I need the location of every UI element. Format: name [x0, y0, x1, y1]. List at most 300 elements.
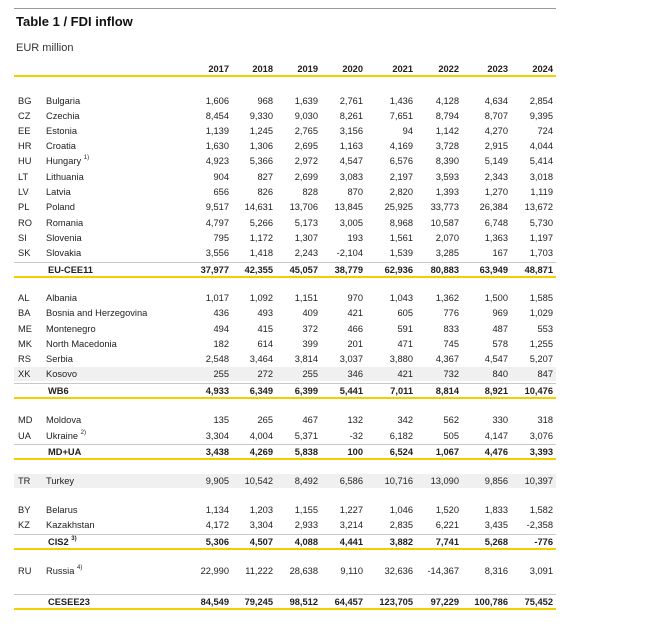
row-label-text: Romania	[46, 218, 84, 228]
cell-2020: 201	[347, 339, 363, 349]
cell-2020: 421	[347, 308, 363, 318]
cell-2019: 2,695	[294, 141, 318, 151]
cell-2018: 9,330	[249, 111, 273, 121]
cell-2020: 4,547	[339, 156, 363, 166]
cell-2024: 3,091	[529, 566, 553, 576]
footnote-marker: 4)	[77, 565, 83, 571]
cell-2018: 6,349	[249, 386, 273, 396]
cell-2019: 5,838	[294, 447, 318, 457]
row-label	[46, 352, 73, 366]
cell-2017: 135	[213, 415, 229, 425]
table-row	[14, 231, 556, 245]
table-row	[14, 246, 556, 260]
cell-2021: 25,925	[384, 202, 413, 212]
cell-2020: 64,457	[334, 597, 363, 607]
row-label-text: Slovenia	[46, 233, 82, 243]
table-title: Table 1 / FDI inflow	[16, 14, 133, 29]
cell-2023: 167	[492, 248, 508, 258]
table-row	[14, 564, 556, 578]
row-label	[46, 200, 75, 214]
cell-2020: 13,845	[334, 202, 363, 212]
cell-2022: 4,367	[435, 354, 459, 364]
cell-2018: 1,092	[249, 293, 273, 303]
table-row	[14, 503, 556, 517]
row-label	[46, 518, 95, 532]
cell-2017: 656	[213, 187, 229, 197]
cell-2024: 9,395	[529, 111, 553, 121]
year-header-2020: 2020	[342, 64, 363, 74]
row-label-text: Turkey	[46, 476, 75, 486]
cell-2017: 1,630	[205, 141, 229, 151]
row-label	[46, 231, 82, 245]
cell-2017: 494	[213, 324, 229, 334]
cell-2020: 3,214	[339, 520, 363, 530]
cell-2019: 5,173	[294, 218, 318, 228]
country-code: RU	[18, 566, 32, 576]
row-label-text: Moldova	[46, 415, 82, 425]
row-label	[46, 367, 77, 381]
row-label-text: Lithuania	[46, 172, 84, 182]
cell-2022: 776	[443, 308, 459, 318]
row-label-text: Kazakhstan	[46, 520, 95, 530]
cell-2017: 22,990	[200, 566, 229, 576]
cell-2021: 1,539	[389, 248, 413, 258]
cell-2019: 9,030	[294, 111, 318, 121]
row-label	[46, 109, 80, 123]
cell-2024: 75,452	[524, 597, 553, 607]
row-label	[46, 306, 147, 320]
cell-2020: 3,005	[339, 218, 363, 228]
row-label-text: Estonia	[46, 126, 78, 136]
cell-2022: 97,229	[430, 597, 459, 607]
cell-2022: 7,741	[435, 537, 459, 547]
table-row	[14, 124, 556, 138]
cell-2023: 3,435	[484, 520, 508, 530]
cell-2021: 1,046	[389, 505, 413, 515]
year-header-2017: 2017	[208, 64, 229, 74]
table-row	[14, 352, 556, 366]
cell-2019: 372	[302, 324, 318, 334]
cell-2018: 42,355	[244, 265, 273, 275]
cell-2021: 7,651	[389, 111, 413, 121]
cell-2023: 63,949	[479, 265, 508, 275]
cell-2024: 1,582	[529, 505, 553, 515]
cell-2021: 342	[397, 415, 413, 425]
cell-2023: 1,500	[484, 293, 508, 303]
cell-2023: 100,786	[474, 597, 508, 607]
cell-2024: 10,476	[524, 386, 553, 396]
row-label-text: Belarus	[46, 505, 78, 515]
row-label	[46, 564, 82, 578]
cell-2022: 1,142	[435, 126, 459, 136]
cell-2021: 421	[397, 369, 413, 379]
row-label	[48, 384, 69, 398]
cell-2022: 745	[443, 339, 459, 349]
row-label-text: Croatia	[46, 141, 76, 151]
row-label	[48, 445, 81, 459]
cell-2017: 4,923	[205, 156, 229, 166]
cell-2022: 833	[443, 324, 459, 334]
country-code: MD	[18, 415, 33, 425]
country-code: ME	[18, 324, 32, 334]
cell-2018: 415	[257, 324, 273, 334]
row-label-text: Montenegro	[46, 324, 96, 334]
total-row	[14, 534, 556, 550]
cell-2017: 4,172	[205, 520, 229, 530]
row-label-text: Poland	[46, 202, 75, 212]
table-row	[14, 474, 556, 488]
cell-2018: 14,631	[244, 202, 273, 212]
cell-2024: 1,585	[529, 293, 553, 303]
cell-2019: 2,972	[294, 156, 318, 166]
row-label-text: Kosovo	[46, 369, 78, 379]
cell-2021: 591	[397, 324, 413, 334]
country-code: AL	[18, 293, 30, 303]
cell-2024: 1,119	[530, 187, 553, 197]
cell-2018: 1,172	[249, 233, 273, 243]
year-header-2021: 2021	[392, 64, 413, 74]
cell-2020: 346	[347, 369, 363, 379]
country-code: MK	[18, 339, 32, 349]
cell-2018: 11,222	[245, 566, 273, 576]
cell-2020: 8,261	[339, 111, 363, 121]
cell-2024: 1,703	[529, 248, 553, 258]
cell-2017: 904	[213, 172, 229, 182]
cell-2024: 10,397	[524, 476, 553, 486]
table-row	[14, 170, 556, 184]
cell-2022: 13,090	[430, 476, 459, 486]
cell-2024: 1,197	[529, 233, 553, 243]
cell-2021: 6,182	[389, 431, 413, 441]
cell-2018: 1,418	[249, 248, 273, 258]
cell-2022: 8,794	[435, 111, 459, 121]
cell-2023: 8,707	[484, 111, 508, 121]
row-label-text: Latvia	[46, 187, 71, 197]
row-label	[46, 322, 96, 336]
cell-2017: 795	[213, 233, 229, 243]
cell-2020: -2,104	[336, 248, 363, 258]
cell-2019: 467	[302, 415, 318, 425]
cell-2019: 2,765	[294, 126, 318, 136]
country-code: BA	[18, 308, 31, 318]
cell-2020: 3,083	[339, 172, 363, 182]
cell-2017: 3,438	[205, 447, 229, 457]
year-header-2023: 2023	[487, 64, 508, 74]
cell-2019: 2,933	[294, 520, 318, 530]
cell-2021: 1,436	[389, 96, 413, 106]
cell-2017: 8,454	[205, 111, 229, 121]
row-label	[48, 535, 77, 549]
row-label	[46, 291, 77, 305]
cell-2019: 2,243	[294, 248, 318, 258]
cell-2020: 4,441	[339, 537, 363, 547]
cell-2022: 1,362	[435, 293, 459, 303]
table-row	[14, 322, 556, 336]
row-label	[48, 263, 93, 277]
cell-2021: 1,561	[389, 233, 413, 243]
table-row	[14, 429, 556, 443]
row-label-text: CIS2	[48, 537, 69, 547]
table-row	[14, 337, 556, 351]
cell-2022: 1,067	[435, 447, 459, 457]
row-label	[46, 337, 117, 351]
table-row	[14, 139, 556, 153]
cell-2022: 732	[443, 369, 459, 379]
cell-2024: 1,029	[529, 308, 553, 318]
row-label	[46, 413, 81, 427]
row-label	[46, 124, 77, 138]
cell-2020: 100	[347, 447, 363, 457]
cell-2024: 3,076	[529, 431, 553, 441]
cell-2021: 94	[402, 126, 413, 136]
cell-2020: -32	[349, 431, 363, 441]
row-label-text: Ukraine	[46, 431, 79, 441]
cell-2021: 3,882	[389, 537, 413, 547]
table-row	[14, 200, 556, 214]
cell-2022: 8,814	[435, 386, 459, 396]
table-row	[14, 413, 556, 427]
year-header-row	[14, 62, 556, 76]
cell-2018: 826	[257, 187, 273, 197]
unit-label: EUR million	[16, 42, 74, 54]
cell-2022: 3,728	[435, 141, 459, 151]
cell-2018: 5,366	[249, 156, 273, 166]
cell-2017: 9,905	[205, 476, 229, 486]
cell-2020: 6,586	[339, 476, 363, 486]
cell-2021: 6,576	[389, 156, 413, 166]
cell-2019: 2,699	[294, 172, 318, 182]
cell-2022: 33,773	[430, 202, 459, 212]
cell-2021: 123,705	[379, 597, 413, 607]
top-rule	[14, 8, 556, 9]
cell-2019: 3,814	[294, 354, 318, 364]
table-row	[14, 367, 556, 381]
row-label-text: Slovakia	[46, 248, 82, 258]
cell-2023: 5,149	[484, 156, 508, 166]
row-label-text: Bosnia and Herzegovina	[46, 308, 148, 318]
table-row	[14, 185, 556, 199]
total-row	[14, 383, 556, 399]
cell-2019: 1,151	[294, 293, 318, 303]
year-header-2022: 2022	[438, 64, 459, 74]
cell-2021: 4,169	[389, 141, 413, 151]
cell-2023: 4,547	[484, 354, 508, 364]
cell-2017: 4,797	[205, 218, 229, 228]
cell-2024: 2,854	[529, 96, 553, 106]
cell-2022: 3,285	[435, 248, 459, 258]
cell-2024: 3,393	[529, 447, 553, 457]
cell-2020: 132	[347, 415, 363, 425]
row-label-text: Albania	[46, 293, 78, 303]
footnote-marker: 1)	[83, 155, 90, 161]
cell-2018: 1,245	[249, 126, 273, 136]
cell-2024: 3,018	[529, 172, 553, 182]
cell-2020: 1,163	[339, 141, 363, 151]
row-label	[46, 94, 80, 108]
cell-2017: 2,548	[205, 354, 229, 364]
cell-2020: 466	[347, 324, 363, 334]
cell-2017: 84,549	[200, 597, 229, 607]
row-label-text: EU-CEE11	[48, 265, 93, 275]
cell-2021: 471	[397, 339, 413, 349]
cell-2020: 193	[347, 233, 363, 243]
cell-2019: 828	[302, 187, 318, 197]
cell-2019: 409	[302, 308, 318, 318]
country-code: EE	[18, 126, 31, 136]
cell-2020: 2,761	[339, 96, 363, 106]
cell-2023: 840	[492, 369, 508, 379]
cell-2023: 4,476	[484, 447, 508, 457]
cell-2019: 399	[302, 339, 318, 349]
row-label-text: Czechia	[46, 111, 80, 121]
cell-2024: 48,871	[524, 265, 553, 275]
cell-2020: 38,779	[334, 265, 363, 275]
cell-2017: 1,017	[205, 293, 229, 303]
row-label-text: North Macedonia	[46, 339, 117, 349]
cell-2022: 80,883	[430, 265, 459, 275]
cell-2019: 1,307	[294, 233, 318, 243]
cell-2018: 3,304	[249, 520, 273, 530]
cell-2018: 827	[257, 172, 273, 182]
cell-2024: 553	[537, 324, 553, 334]
country-code: PL	[18, 202, 30, 212]
cell-2022: 2,070	[435, 233, 459, 243]
country-code: SI	[18, 233, 27, 243]
row-label	[46, 503, 78, 517]
cell-2017: 182	[213, 339, 229, 349]
cell-2019: 13,706	[289, 202, 318, 212]
cell-2018: 10,542	[244, 476, 273, 486]
cell-2017: 3,304	[205, 431, 229, 441]
row-label-text: Hungary	[46, 156, 82, 166]
cell-2018: 493	[257, 308, 273, 318]
cell-2023: 9,856	[484, 476, 508, 486]
cell-2023: 4,147	[484, 431, 508, 441]
cell-2019: 4,088	[294, 537, 318, 547]
cell-2024: 13,672	[524, 202, 553, 212]
cell-2021: 32,636	[384, 566, 413, 576]
cell-2024: 5,207	[529, 354, 553, 364]
cell-2019: 8,492	[294, 476, 318, 486]
country-code: LT	[18, 172, 29, 182]
cell-2020: 1,227	[339, 505, 363, 515]
cell-2023: 1,363	[484, 233, 508, 243]
cell-2023: 1,833	[484, 505, 508, 515]
row-label	[46, 429, 86, 443]
cell-2024: 1,255	[529, 339, 553, 349]
row-label	[46, 154, 89, 168]
cell-2024: 847	[537, 369, 553, 379]
cell-2019: 28,638	[289, 566, 318, 576]
cell-2023: 578	[492, 339, 508, 349]
cell-2021: 1,043	[389, 293, 413, 303]
footnote-marker: 3)	[71, 536, 77, 542]
cell-2024: 318	[537, 415, 553, 425]
cell-2021: 2,197	[389, 172, 413, 182]
cell-2021: 3,880	[389, 354, 413, 364]
row-label-text: Bulgaria	[46, 96, 81, 106]
cell-2018: 4,004	[249, 431, 273, 441]
country-code: BG	[18, 96, 32, 106]
cell-2021: 2,835	[389, 520, 413, 530]
cell-2017: 436	[213, 308, 229, 318]
cell-2022: 1,393	[435, 187, 459, 197]
cell-2017: 1,134	[205, 505, 229, 515]
cell-2023: 8,921	[484, 386, 508, 396]
cell-2017: 9,517	[205, 202, 229, 212]
cell-2023: 2,343	[484, 172, 508, 182]
total-row	[14, 262, 556, 278]
cell-2022: 505	[443, 431, 459, 441]
cell-2022: 8,390	[435, 156, 459, 166]
year-header-2019: 2019	[297, 64, 318, 74]
row-label-text: Serbia	[46, 354, 73, 364]
cell-2024: 4,044	[529, 141, 553, 151]
cell-2021: 8,968	[389, 218, 413, 228]
cell-2021: 605	[397, 308, 413, 318]
cell-2018: 79,245	[244, 597, 273, 607]
country-code: HR	[18, 141, 32, 151]
row-label	[46, 139, 76, 153]
cell-2018: 5,266	[249, 218, 273, 228]
row-label-text: MD+UA	[48, 447, 82, 457]
cell-2022: 3,593	[435, 172, 459, 182]
total-row	[14, 444, 556, 460]
cell-2024: 724	[537, 126, 553, 136]
cell-2024: -2,358	[526, 520, 553, 530]
year-header-2024: 2024	[532, 64, 553, 74]
cell-2017: 5,306	[205, 537, 229, 547]
row-label	[46, 216, 83, 230]
cell-2021: 6,524	[389, 447, 413, 457]
cell-2017: 3,556	[205, 248, 229, 258]
row-label	[48, 595, 90, 609]
cell-2023: 1,270	[484, 187, 508, 197]
cell-2023: 8,316	[484, 566, 508, 576]
row-label-text: Russia	[46, 566, 75, 576]
cell-2023: 4,634	[484, 96, 508, 106]
cell-2018: 614	[257, 339, 273, 349]
country-code: RO	[18, 218, 32, 228]
country-code: UA	[18, 431, 31, 441]
cell-2018: 4,269	[249, 447, 273, 457]
row-label-text: CESEE23	[48, 597, 90, 607]
cell-2017: 255	[213, 369, 229, 379]
cell-2022: 1,520	[435, 505, 459, 515]
cell-2023: 6,748	[484, 218, 508, 228]
row-label	[46, 185, 71, 199]
country-code: SK	[18, 248, 31, 258]
table-row	[14, 518, 556, 532]
cell-2019: 6,399	[294, 386, 318, 396]
cell-2023: 487	[492, 324, 508, 334]
footnote-marker: 2)	[80, 430, 86, 436]
cell-2019: 98,512	[289, 597, 318, 607]
country-code: CZ	[18, 111, 31, 121]
cell-2020: 870	[347, 187, 363, 197]
table-row	[14, 154, 556, 168]
country-code: XK	[18, 369, 31, 379]
year-header-2018: 2018	[252, 64, 273, 74]
cell-2018: 272	[257, 369, 273, 379]
table-row	[14, 291, 556, 305]
cell-2018: 968	[257, 96, 273, 106]
cell-2017: 4,933	[205, 386, 229, 396]
cell-2023: 26,384	[479, 202, 508, 212]
cell-2018: 3,464	[249, 354, 273, 364]
cell-2018: 1,306	[249, 141, 273, 151]
cell-2023: 5,268	[484, 537, 508, 547]
